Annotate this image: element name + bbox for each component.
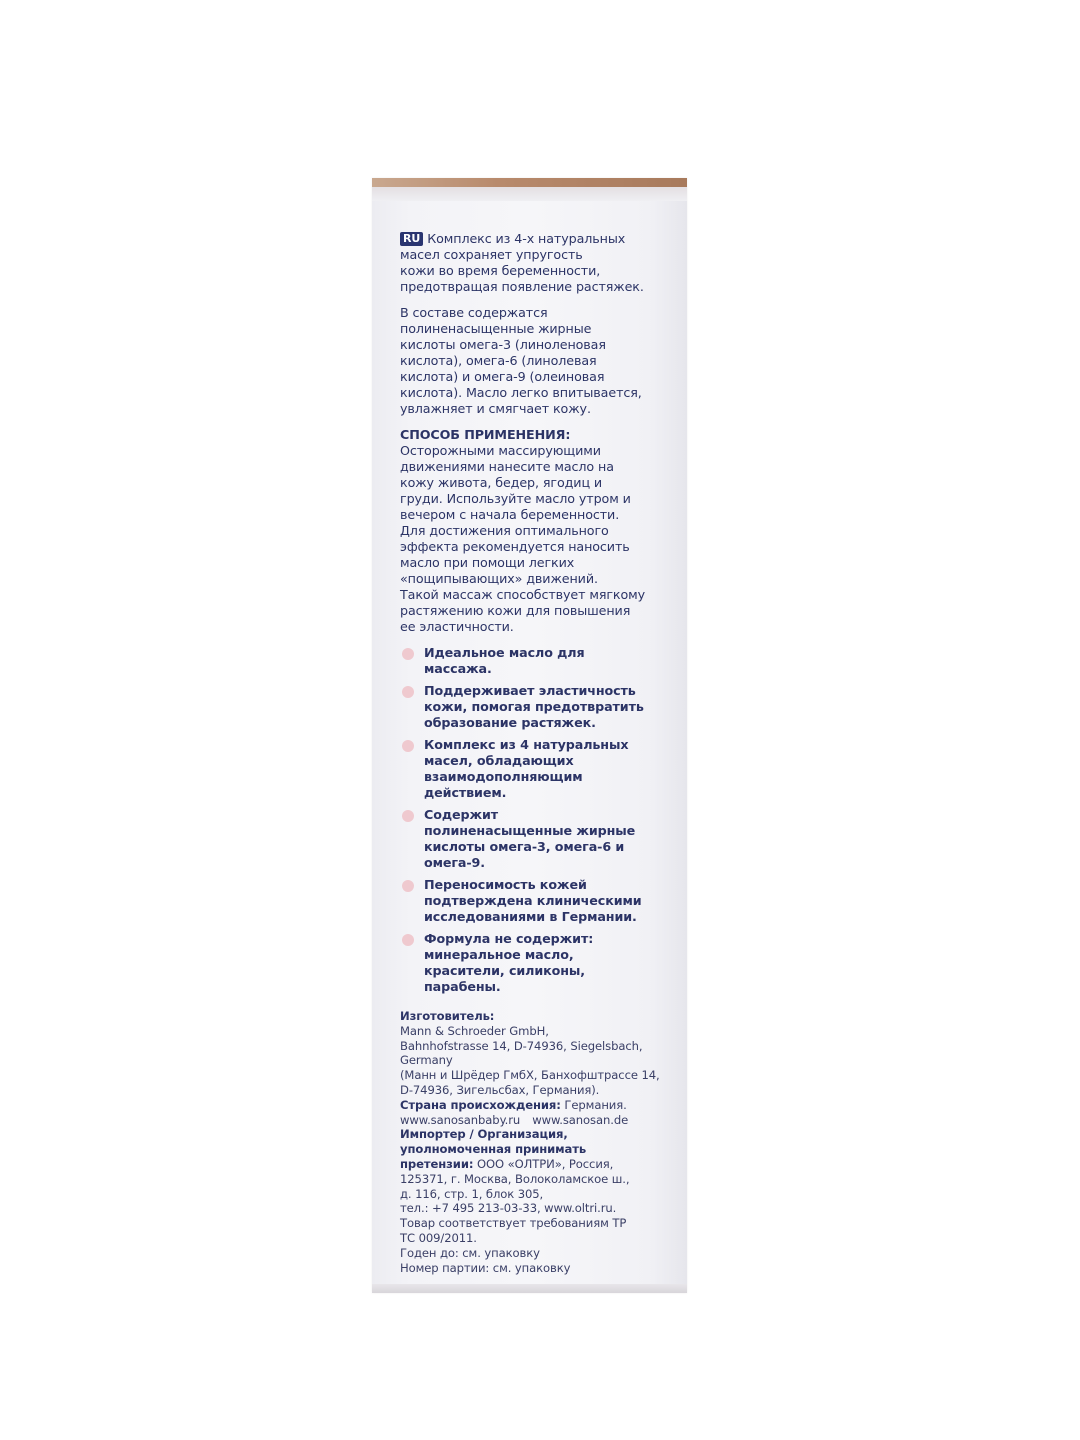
bullet-dot-icon (402, 648, 414, 660)
bullet-dot-icon (402, 740, 414, 752)
list-item: Формула не содержит: минеральное масло, красители, силиконы, парабены. (400, 931, 662, 995)
box-top-fold (372, 187, 687, 201)
usage-paragraph: Осторожными массирующими движениями нанесите масло на кожу живота, бедер, ягодиц и груди. Используйте масло утром и вечером с начала беременности. Для достижения оптимального эффекта рекомендуется наносить масло при помощи легких «пощипывающих» движений. Такой массаж способствует мягкому растяжению кожи для повышения ее эластичности. (400, 443, 646, 634)
bullet-dot-icon (402, 810, 414, 822)
list-item: Содержит полиненасыщенные жирные кислоты омега-3, омега-6 и омега-9. (400, 807, 662, 871)
website-de: www.sanosan.de (532, 1112, 629, 1127)
bullet-dot-icon (402, 880, 414, 892)
list-item: Идеальное масло для массажа. (400, 645, 662, 677)
intro-paragraph (400, 231, 662, 295)
box-bottom-edge (372, 1284, 687, 1293)
importer-block (400, 1127, 662, 1245)
batch-line: Номер партии: см. упаковку (400, 1260, 571, 1275)
bullet-dot-icon (402, 686, 414, 698)
importer-label: Импортер / Организация, уполномоченная принимать претензии: (400, 1127, 587, 1171)
bullet-dot-icon (402, 934, 414, 946)
list-item: Поддерживает эластичность кожи, помогая предотвратить образование растяжек. (400, 683, 662, 731)
importer-text: ООО «ОЛТРИ», Россия, 125371, г. Москва, Волоколамское ш., д. 116, стр. 1, блок 305, тел.: +7 495 213-03-33, www.oltri.ru. Товар соответствует требованиям ТР ТС 009/2011. (400, 1156, 630, 1245)
box-label-text (400, 231, 662, 1275)
manufacturer-info (400, 1009, 662, 1275)
origin-value: Германия. (560, 1097, 627, 1112)
list-item: Переносимость кожей подтверждена клиническими исследованиями в Германии. (400, 877, 662, 925)
websites-line (400, 1113, 662, 1128)
usage-heading: СПОСОБ ПРИМЕНЕНИЯ: (400, 427, 571, 442)
composition-paragraph: В составе содержатся полиненасыщенные жирные кислоты омега-3 (линоленовая кислота), омега-6 (линолевая кислота) и омега-9 (олеиновая кислота). Масло легко впитывается, увлажняет и смягчает кожу. (400, 305, 642, 416)
manufacturer-address: Mann & Schroeder GmbH, Bahnhofstrasse 14, D-74936, Siegelsbach, Germany (Манн и Шрёдер ГмбХ, Банхофштрассе 14, D-74936, Зигельсбах, Германия). (400, 1023, 660, 1097)
origin-label: Страна происхождения: (400, 1097, 561, 1112)
website-ru: www.sanosanbaby.ru (400, 1112, 521, 1127)
benefits-list (400, 645, 662, 995)
origin-line (400, 1098, 662, 1113)
box-top-edge (372, 178, 687, 187)
manufacturer-label: Изготовитель: (400, 1009, 495, 1023)
intro-text: Комплекс из 4-х натуральных масел сохраняет упругость кожи во время беременности, предотвращая появление растяжек. (400, 231, 644, 294)
language-badge: RU (400, 232, 423, 246)
expiry-line: Годен до: см. упаковку (400, 1245, 540, 1260)
list-item: Комплекс из 4 натуральных масел, обладающих взаимодополняющим действием. (400, 737, 662, 801)
